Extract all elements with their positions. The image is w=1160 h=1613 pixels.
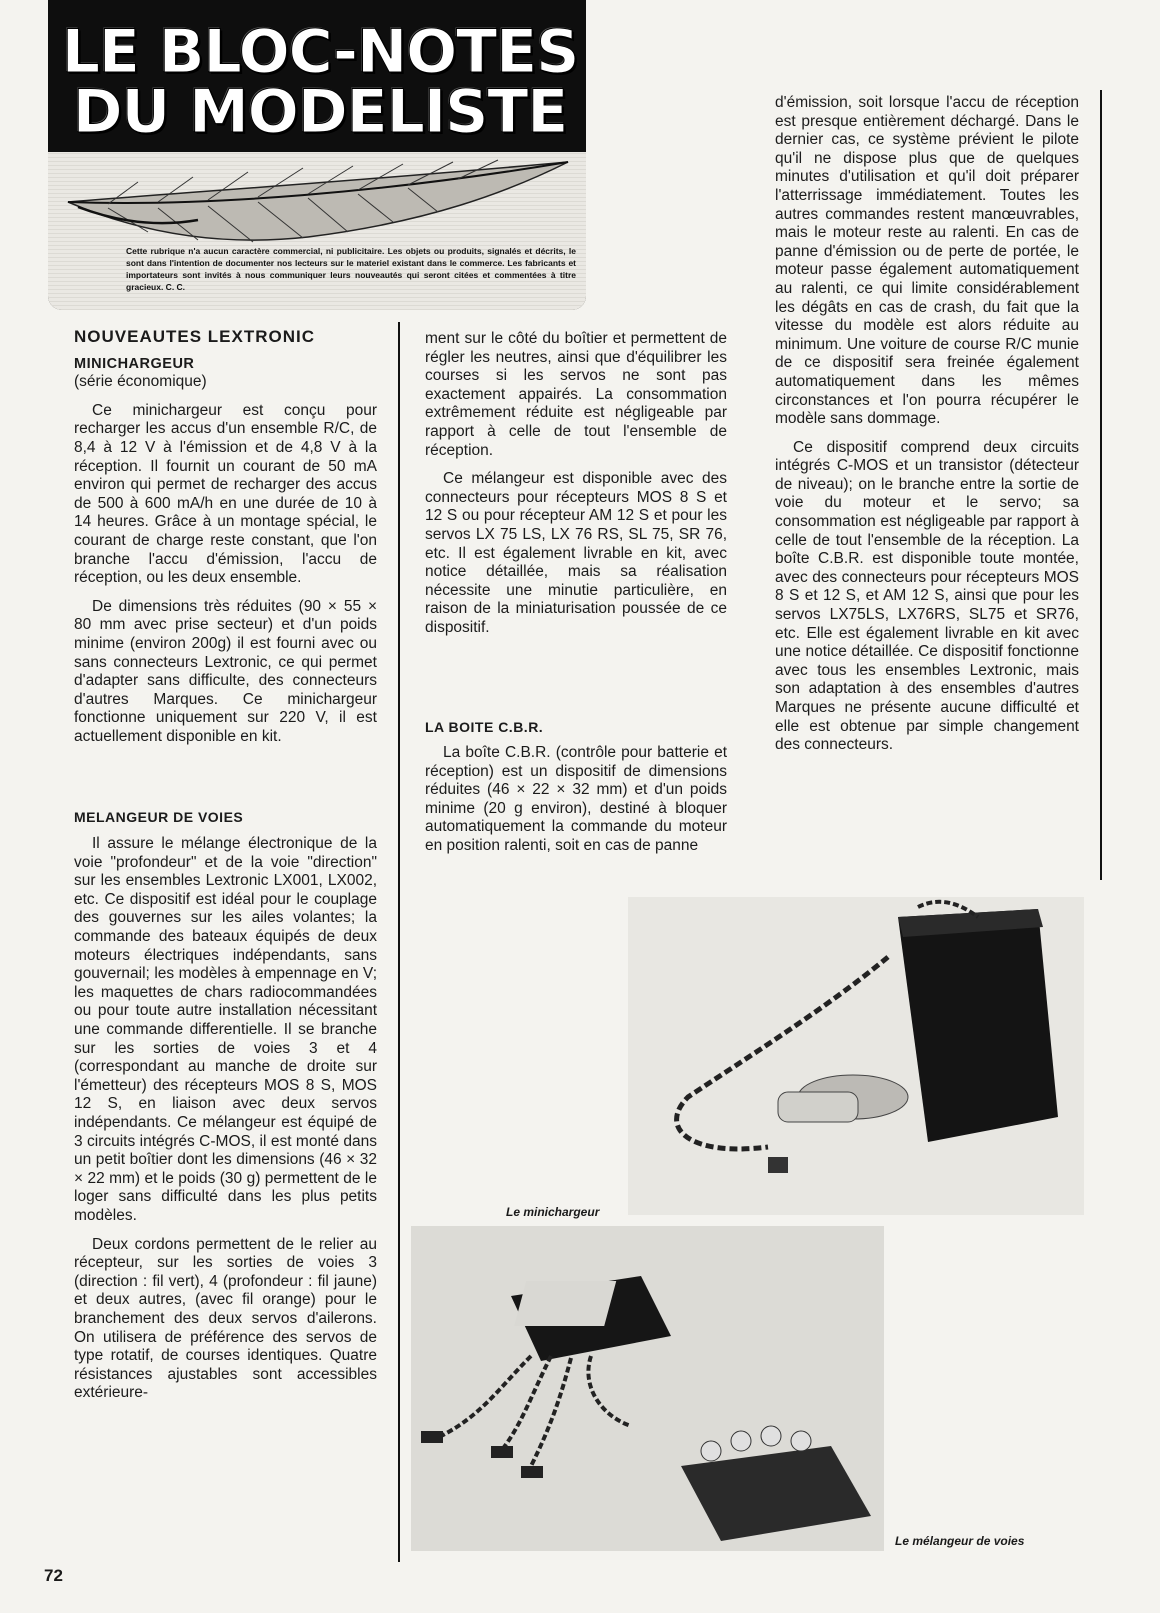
page-title — [56, 17, 584, 147]
column-3 — [775, 94, 1079, 765]
paragraph: Il assure le mélange électronique de la voie "profondeur" et de la voie "direction" sur les ensembles Lextronic LX001, LX002, etc. Ce dispositif est idéal pour le couplage des gouvernes sur les ailes volantes; la commande des bateaux équipés de deux moteurs électriques indépendants, sans gouvernail; les modèles à empennage en V; les maquettes de chars radiocommandées ou pour toute autre installation nécessitant une commande differentielle. Il se branche sur les sorties de voies 3 et 4 (correspondant au manche de droite sur l'émetteur) des récepteurs MOS 8 S, MOS 12 S, en liaison avec deux servos indépendants. Ce mélangeur est équipé de 3 circuits intégrés C-MOS, il est monté dans un petit boîtier dont les dimensions (46 × 32 × 22 mm) et le poids (30 g) permettent de le loger sans difficulté dans les plus petits modèles. — [74, 835, 377, 1224]
mixer-image — [411, 1226, 884, 1551]
minichargeur-heading: MINICHARGEUR — [74, 355, 195, 372]
caption-melangeur: Le mélangeur de voies — [895, 1534, 1025, 1548]
title-line-1: LE BLOC-NOTES — [61, 17, 579, 87]
column-rule-right — [1100, 90, 1102, 880]
charger-image — [628, 897, 1084, 1215]
caption-minichargeur: Le minichargeur — [506, 1205, 600, 1219]
page-number: 72 — [44, 1566, 63, 1585]
paragraph: Ce minichargeur est conçu pour recharger les accus d'un ensemble R/C, de 8,4 à 12 V à l'émission et de 4,8 V à la réception. Il fournit un courant de 50 mA environ qui permet de recharger des accus de 500 à 600 mA/h en une durée de 10 à 14 heures. Grâce à un montage spécial, le courant de charge reste constant, que l'on branche l'accu d'émission, l'accu de réception, ou les deux ensemble. — [74, 401, 377, 587]
paragraph: ment sur le côté du boîtier et permettent de régler les neutres, ainsi que d'équilibrer les courses si les servos ne sont pas exactement appairés. La consommation extrêmement réduite est négligeable par rapport à celle de tout l'ensemble de réception. — [425, 330, 727, 459]
column-rule-left — [398, 322, 400, 1562]
melangeur-heading: MELANGEUR DE VOIES — [74, 809, 244, 826]
paragraph: Ce mélangeur est disponible avec des connecteurs pour récepteurs MOS 8 S et 12 S ou pour récepteur AM 12 S et pour les servos LX 75 LS, LX 76 RS, SL 75, SR 76, etc. Il est également livrable en kit, avec notice détaillée, mais sa réalisation nécessite une minutie particulière, en raison de la miniaturisation poussée de ce dispositif. — [425, 470, 727, 636]
section-title: NOUVEAUTES LEXTRONIC — [74, 327, 316, 346]
paragraph: Deux cordons permettent de le relier au récepteur, sur les sorties de voies 3 (direction : fil vert), 4 (profondeur : fil jaune) et deux autres, (avec fil orange) pour le branchement des deux servos d'ailerons. On utilisera de préférence des servos de type rotatif, de courses identiques. Quatre résistances ajustables sont accessibles extérieure- — [74, 1235, 377, 1402]
paragraph: d'émission, soit lorsque l'accu de réception est presque entièrement déchargé. Dans le dernier cas, ce système prévient le pilote qu'il ne dispose plus que de quelques minutes d'utilisation et qu'il doit préparer l'atterrissage immédiatement. Toutes les autres commandes restent manœuvrables, mais le moteur reste au ralenti. En cas de panne d'émission ou de perte de portée, le moteur passe également automatiquement au ralenti, ce qui limite considérablement les dégâts en cas de crash, du fait que la vitesse du modèle est alors réduite au minimum. Une voiture de course R/C munie de ce dispositif sera freinée également automatiquement dans les mêmes circonstances et l'on pourra récupérer le modèle sans dommage. — [775, 94, 1079, 428]
disclaimer-text: Cette rubrique n'a aucun caractère commercial, ni publicitaire. Les objets ou produits, signalés et décrits, le sont dans l'intention de documenter nos lecteurs sur le materiel existant dans le commerce. Les fabricants et importateurs sont invités à nous communiquer leurs nouveautés qui seront citées et commentées à titre gracieux. C. C. — [126, 246, 576, 292]
paragraph: La boîte C.B.R. (contrôle pour batterie et réception) est un dispositif de dimensions réduites (46 × 22 × 32 mm) et d'un poids minime (20 g environ), destiné à bloquer automatiquement la commande du moteur en position ralenti, soit en cas de panne — [425, 744, 727, 855]
cbr-heading: LA BOITE C.B.R. — [425, 718, 544, 735]
paragraph: De dimensions très réduites (90 × 55 × 80 mm avec prise secteur) et d'un poids minime (environ 200g) il est fourni avec ou sans connecteurs Lextronic, ce qui permet d'adapter sans difficulte, des connecteurs d'autres Marques. Ce minichargeur fonctionne uniquement sur 220 V, il est actuellement disponible en kit. — [74, 597, 377, 745]
column-1 — [74, 328, 377, 1413]
column-2 — [425, 330, 727, 866]
title-line-2: DU MODELISTE — [72, 77, 568, 147]
photo-melangeur — [411, 1226, 884, 1551]
header-banner — [48, 0, 586, 310]
photo-minichargeur — [628, 897, 1084, 1215]
paragraph: Ce dispositif comprend deux circuits intégrés C-MOS et un transistor (détecteur de niveau); on le branche entre la sortie de voie du moteur et le servo; sa consommation est négligeable par rapport à celle de tout l'ensemble de la réception. La boîte C.B.R. est disponible toute montée, avec des connecteurs pour récepteurs MOS 8 S et 12 S, et AM 12 S, ainsi que pour les servos LX75LS, LX76RS, SL75 et SR76, etc. Elle est également livrable en kit avec une notice détaillée. Ce dispositif fonctionne avec tous les ensembles Lextronic, mais son adaptation à des ensembles d'autres Marques ne présente aucune difficulté et elle est obtenue par simple changement des connecteurs. — [775, 438, 1079, 754]
minichargeur-subheading: (série économique) — [74, 373, 207, 391]
